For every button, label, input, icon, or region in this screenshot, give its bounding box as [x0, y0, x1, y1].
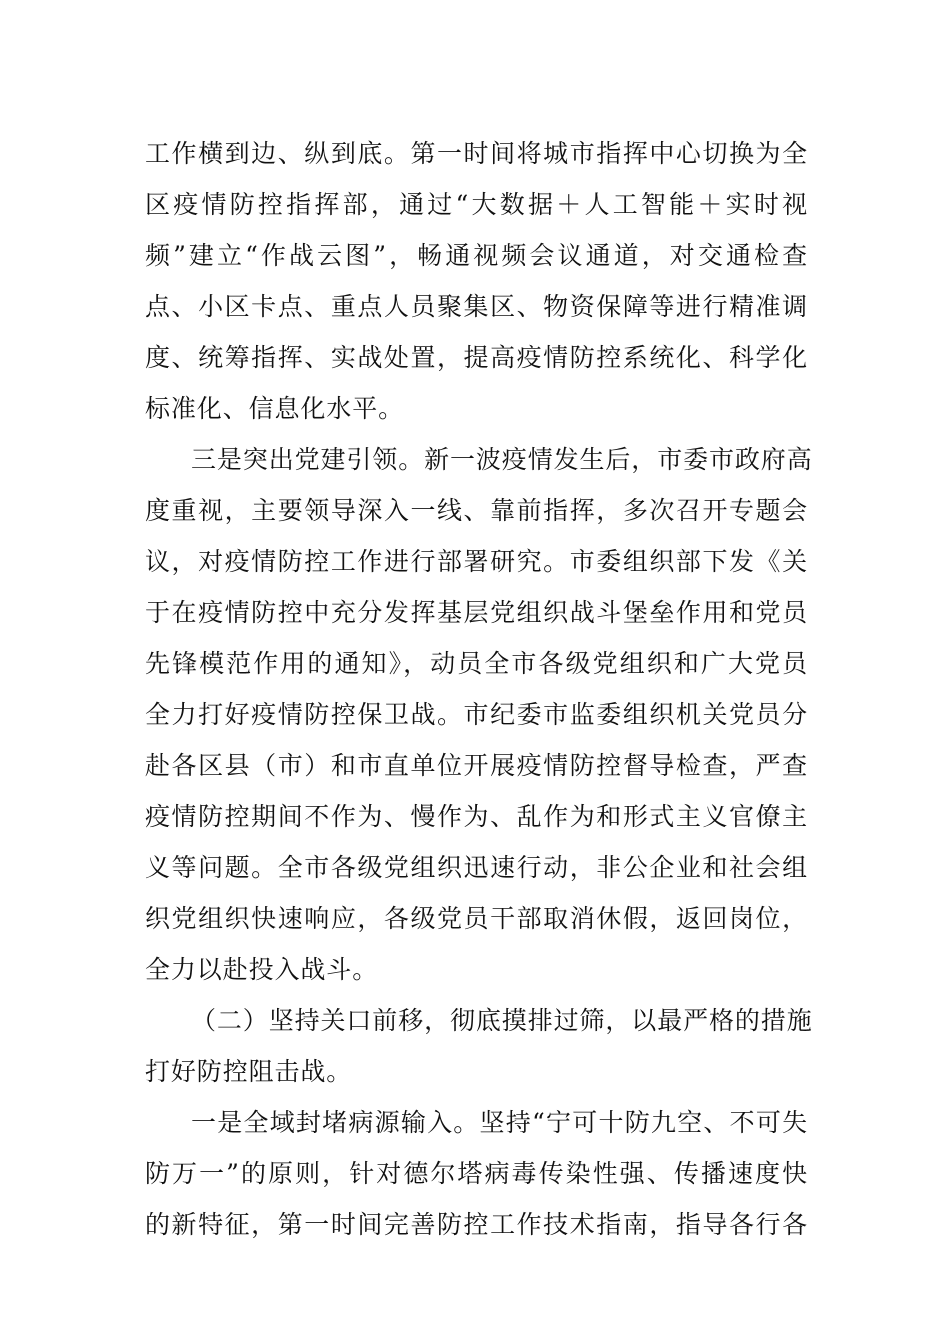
- body-text: [145, 128, 813, 1250]
- text-line: 频”建立“作战云图”，畅通视频会议通道，对交通检查: [145, 241, 808, 270]
- text-line: 标准化、信息化水平。: [145, 394, 405, 423]
- text-line: 义等问题。全市各级党组织迅速行动，非公企业和社会组: [145, 853, 808, 882]
- text-line: 议，对疫情防控工作进行部署研究。市委组织部下发《关: [145, 547, 808, 576]
- text-line: 的新特征，第一时间完善防控工作技术指南，指导各行各: [145, 1210, 808, 1239]
- text-line: 赴各区县（市）和市直单位开展疫情防控督导检查，严查: [145, 751, 808, 780]
- text-line: 区疫情防控指挥部，通过“大数据＋人工智能＋实时视: [145, 190, 808, 219]
- section-heading-line: （二）坚持关口前移，彻底摸排过筛，以最严格的措施: [191, 1006, 813, 1035]
- text-line: 全力打好疫情防控保卫战。市纪委市监委组织机关党员分: [145, 700, 808, 729]
- paragraph-start-line: 三是突出党建引领。新一波疫情发生后，市委市政府高: [191, 445, 813, 474]
- text-line: 于在疫情防控中充分发挥基层党组织战斗堡垒作用和党员: [145, 598, 808, 627]
- text-line: 度重视，主要领导深入一线、靠前指挥，多次召开专题会: [145, 496, 808, 525]
- text-line: 点、小区卡点、重点人员聚集区、物资保障等进行精准调: [145, 292, 808, 321]
- text-line: 织党组织快速响应，各级党员干部取消休假，返回岗位，: [145, 904, 808, 933]
- text-line: 疫情防控期间不作为、慢作为、乱作为和形式主义官僚主: [145, 802, 808, 831]
- text-line: 度、统筹指挥、实战处置，提高疫情防控系统化、科学化: [145, 343, 808, 372]
- paragraph-start-line: 一是全域封堵病源输入。坚持“宁可十防九空、不可失: [191, 1108, 808, 1137]
- section-heading-line: 打好防控阻击战。: [145, 1057, 353, 1086]
- text-line: 全力以赴投入战斗。: [145, 955, 379, 984]
- text-line: 防万一”的原则，针对德尔塔病毒传染性强、传播速度快: [145, 1159, 808, 1188]
- text-line: 先锋模范作用的通知》，动员全市各级党组织和广大党员: [145, 649, 808, 678]
- text-line: 工作横到边、纵到底。第一时间将城市指挥中心切换为全: [145, 139, 808, 168]
